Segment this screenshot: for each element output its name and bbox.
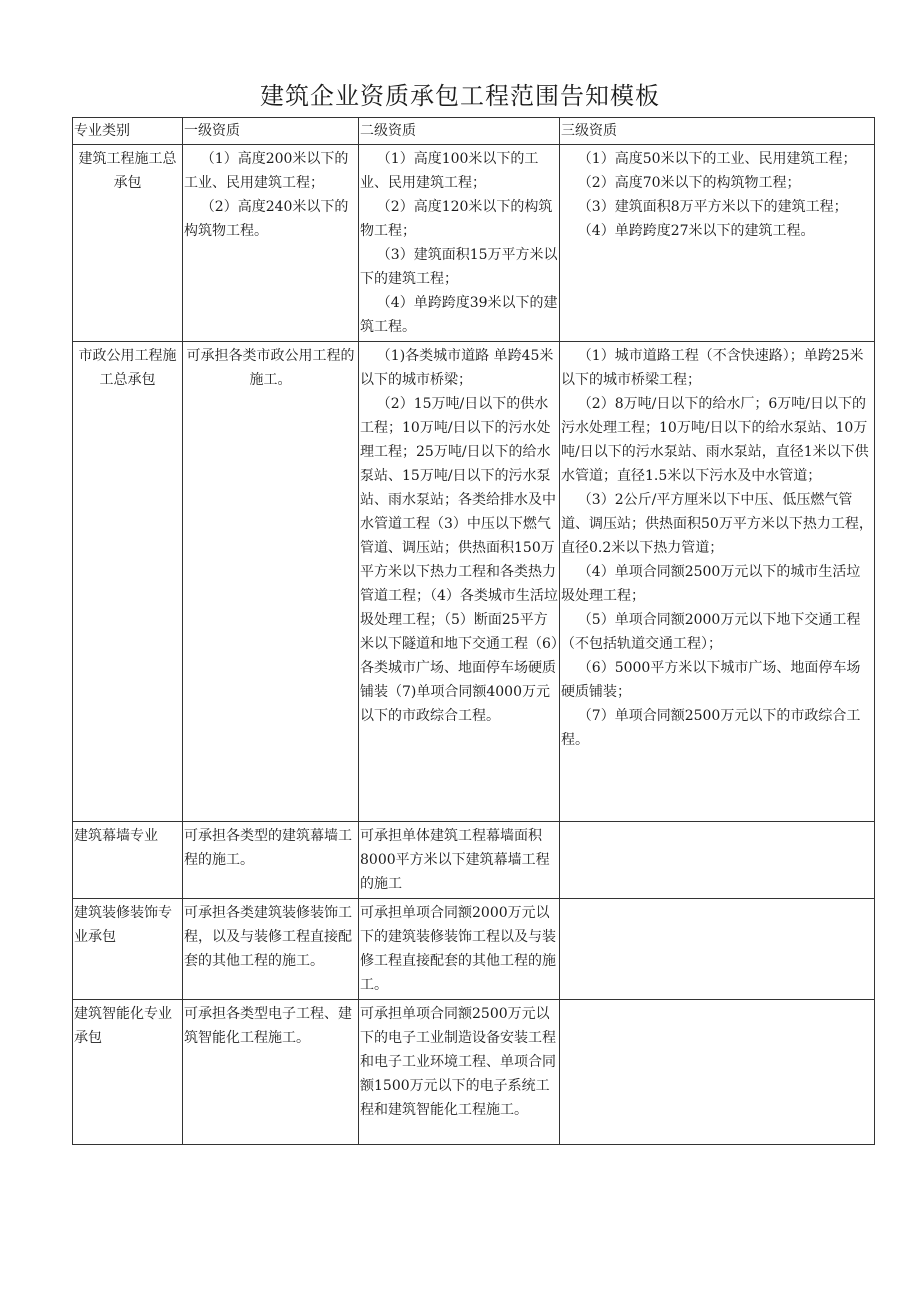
- row-level1: [183, 342, 359, 822]
- row-level3: [560, 342, 875, 822]
- table-row: [73, 342, 875, 822]
- list-item: （4）单项合同额2500万元以下的城市生活垃圾处理工程；: [561, 564, 861, 604]
- table-row: [73, 822, 875, 899]
- row-level1: [183, 145, 359, 342]
- row-category: 建筑智能化专业承包: [73, 1000, 183, 1145]
- row-category: 建筑幕墙专业: [73, 822, 183, 899]
- list-item: （4）单跨跨度27米以下的建筑工程。: [577, 223, 815, 239]
- qualification-table: [72, 117, 875, 1145]
- row-level3: [560, 145, 875, 342]
- list-item: （1）城市道路工程（不含快速路）；单跨25米以下的城市桥梁工程；: [561, 348, 864, 388]
- list-item: （1）高度100米以下的工业、民用建筑工程；: [360, 151, 539, 191]
- list-item: （3）建筑面积8万平方米以下的建筑工程；: [577, 199, 848, 215]
- table-row: [73, 145, 875, 342]
- row-level1: 可承担各类建筑装修装饰工程，以及与装修工程直接配套的其他工程的施工。: [183, 899, 359, 1000]
- list-item: （7）单项合同额2500万元以下的市政综合工程。: [561, 708, 861, 748]
- list-item: （3）2公斤/平方厘米以下中压、低压燃气管道、调压站；供热面积50万平方米以下热力工程，直径0.2米以下热力管道；: [561, 492, 873, 556]
- list-item: （1）高度200米以下的工业、民用建筑工程；: [184, 151, 349, 191]
- list-item: 可承担各类市政公用工程的施工。: [186, 348, 355, 388]
- table-row: [73, 1000, 875, 1145]
- list-item: （5）单项合同额2000万元以下地下交通工程（不包括轨道交通工程）；: [561, 612, 861, 652]
- row-level2: 可承担单体建筑工程幕墙面积8000平方米以下建筑幕墙工程的施工: [359, 822, 560, 899]
- list-item: （3）建筑面积15万平方米以下的建筑工程；: [360, 247, 558, 287]
- list-item: （2）高度120米以下的构筑物工程；: [360, 199, 553, 239]
- list-item: （6）5000平方米以下城市广场、地面停车场硬质铺装；: [561, 660, 861, 700]
- row-level2: [359, 342, 560, 822]
- row-level1: 可承担各类型电子工程、建筑智能化工程施工。: [183, 1000, 359, 1145]
- list-item: （2）高度70米以下的构筑物工程；: [577, 175, 801, 191]
- header-level2: 二级资质: [359, 118, 560, 145]
- header-category: 专业类别: [73, 118, 183, 145]
- list-item: （1）高度50米以下的工业、民用建筑工程；: [577, 151, 857, 167]
- row-level1: 可承担各类型的建筑幕墙工程的施工。: [183, 822, 359, 899]
- page-title: 建筑企业资质承包工程范围告知模板: [260, 82, 660, 110]
- list-item: （2）8万吨/日以下的给水厂；6万吨/日以下的污水处理工程；10万吨/日以下的给水泵站、10万吨/日以下的污水泵站、雨水泵站，直径1米以下供水管道；直径1.5米以下污水及中水管道；: [561, 396, 869, 484]
- row-level3: [560, 1000, 875, 1145]
- row-level2: 可承担单项合同额2000万元以下的建筑装修装饰工程以及与装修工程直接配套的其他工程的施工。: [359, 899, 560, 1000]
- header-level1: 一级资质: [183, 118, 359, 145]
- row-category: 建筑工程施工总承包: [73, 145, 183, 342]
- row-level2: 可承担单项合同额2500万元以下的电子工业制造设备安装工程和电子工业环境工程、单项合同额1500万元以下的电子系统工程和建筑智能化工程施工。: [359, 1000, 560, 1145]
- list-item: （1)各类城市道路 单跨45米以下的城市桥梁；: [360, 348, 554, 388]
- row-category: 建筑装修装饰专业承包: [73, 899, 183, 1000]
- table-header-row: [73, 118, 875, 145]
- row-category: 市政公用工程施工总承包: [73, 342, 183, 822]
- list-item: （2）15万吨/日以下的供水工程；10万吨/日以下的污水处理工程；25万吨/日以下的给水泵站、15万吨/日以下的污水泵站、雨水泵站；各类给排水及中水管道工程（3）中压以下燃气管道、调压站；供热面积150万平方米以下热力工程和各类热力管道工程；（4）各类城市生活垃圾处理工程；（5）断面25平方米以下隧道和地下交通工程（6）各类城市广场、地面停车场硬质铺装（7)单项合同额4000万元以下的市政综合工程。: [360, 396, 558, 724]
- list-item: （2）高度240米以下的构筑物工程。: [184, 199, 349, 239]
- row-level3: [560, 822, 875, 899]
- row-level3: [560, 899, 875, 1000]
- table-row: [73, 899, 875, 1000]
- list-item: （4）单跨跨度39米以下的建筑工程。: [360, 295, 558, 335]
- row-level2: [359, 145, 560, 342]
- header-level3: 三级资质: [560, 118, 875, 145]
